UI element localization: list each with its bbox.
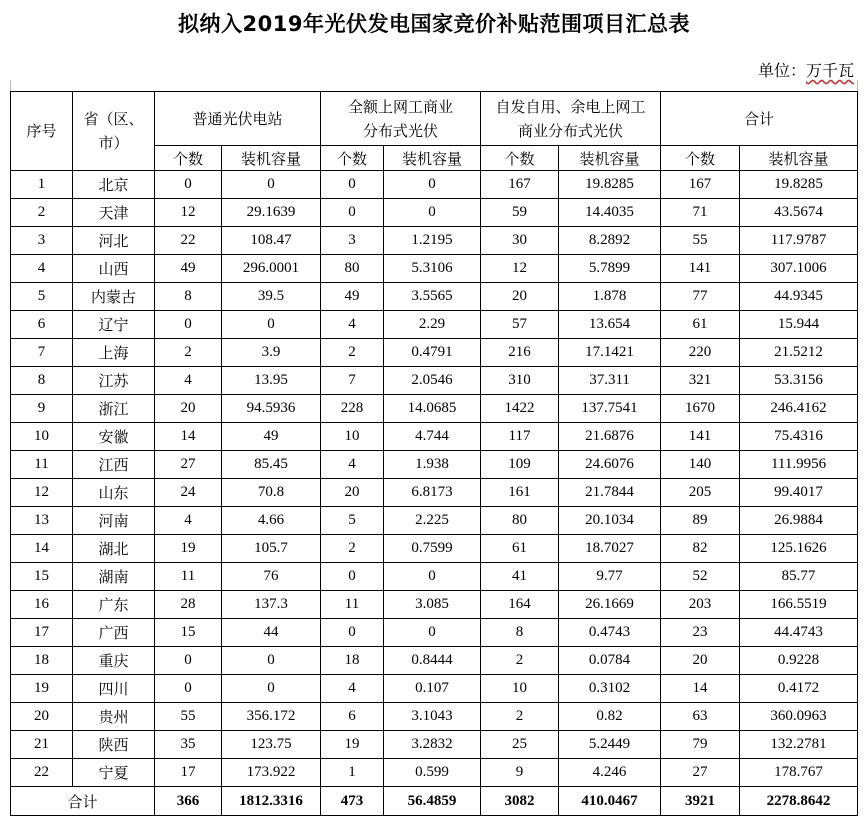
province-name-cell: 上海 — [73, 339, 155, 367]
ordinary-capacity-cell: 29.1639 — [222, 199, 321, 227]
selfuse-capacity-cell: 5.7899 — [559, 255, 661, 283]
unit-value: 万千瓦 — [805, 61, 854, 80]
total-count-cell: 203 — [661, 591, 740, 619]
row-index-cell: 13 — [11, 507, 73, 535]
selfuse-capacity-cell: 14.4035 — [559, 199, 661, 227]
ordinary-count-cell: 2 — [155, 339, 222, 367]
total-count-cell: 82 — [661, 535, 740, 563]
total-count-cell: 77 — [661, 283, 740, 311]
row-index-cell: 2 — [11, 199, 73, 227]
selfuse-capacity-cell: 37.311 — [559, 367, 661, 395]
selfuse-capacity-cell: 13.654 — [559, 311, 661, 339]
total-count-cell: 141 — [661, 255, 740, 283]
fullgrid-count-cell: 80 — [321, 255, 384, 283]
fullgrid-count-cell: 2 — [321, 535, 384, 563]
total-capacity-cell: 53.3156 — [740, 367, 858, 395]
table-row — [11, 171, 858, 199]
ordinary-capacity-cell: 123.75 — [222, 731, 321, 759]
fullgrid-capacity-cell: 2.0546 — [384, 367, 481, 395]
row-index-cell: 11 — [11, 451, 73, 479]
ordinary-capacity-cell: 108.47 — [222, 227, 321, 255]
ordinary-count-cell: 15 — [155, 619, 222, 647]
total-capacity-cell: 0.4172 — [740, 675, 858, 703]
province-name-cell: 贵州 — [73, 703, 155, 731]
selfuse-count-cell: 1422 — [481, 395, 559, 423]
ordinary-count-cell: 49 — [155, 255, 222, 283]
total-capacity-cell: 85.77 — [740, 563, 858, 591]
table-row — [11, 255, 858, 283]
total-cell: 473 — [321, 787, 384, 816]
selfuse-capacity-cell: 19.8285 — [559, 171, 661, 199]
selfuse-count-cell: 12 — [481, 255, 559, 283]
ordinary-capacity-cell: 3.9 — [222, 339, 321, 367]
fullgrid-capacity-cell: 14.0685 — [384, 395, 481, 423]
ordinary-count-cell: 14 — [155, 423, 222, 451]
selfuse-capacity-cell: 9.77 — [559, 563, 661, 591]
row-index-cell: 6 — [11, 311, 73, 339]
ordinary-capacity-cell: 356.172 — [222, 703, 321, 731]
total-capacity-cell: 44.9345 — [740, 283, 858, 311]
fullgrid-count-cell: 5 — [321, 507, 384, 535]
fullgrid-capacity-cell: 0.8444 — [384, 647, 481, 675]
total-count-cell: 63 — [661, 703, 740, 731]
fullgrid-capacity-cell: 3.085 — [384, 591, 481, 619]
total-cell: 2278.8642 — [740, 787, 858, 816]
ordinary-capacity-cell: 70.8 — [222, 479, 321, 507]
total-capacity-cell: 178.767 — [740, 759, 858, 787]
header-group-full-grid: 全额上网工商业分布式光伏 — [321, 92, 481, 146]
header-index: 序号 — [11, 92, 73, 171]
fullgrid-count-cell: 2 — [321, 339, 384, 367]
ordinary-count-cell: 12 — [155, 199, 222, 227]
row-index-cell: 10 — [11, 423, 73, 451]
ordinary-count-cell: 24 — [155, 479, 222, 507]
total-count-cell: 14 — [661, 675, 740, 703]
ordinary-capacity-cell: 105.7 — [222, 535, 321, 563]
total-count-cell: 20 — [661, 647, 740, 675]
ordinary-capacity-cell: 4.66 — [222, 507, 321, 535]
total-row — [11, 787, 858, 816]
total-count-cell: 141 — [661, 423, 740, 451]
row-index-cell: 20 — [11, 703, 73, 731]
row-index-cell: 16 — [11, 591, 73, 619]
province-name-cell: 广西 — [73, 619, 155, 647]
selfuse-count-cell: 167 — [481, 171, 559, 199]
total-count-cell: 52 — [661, 563, 740, 591]
table-row — [11, 759, 858, 787]
ordinary-capacity-cell: 296.0001 — [222, 255, 321, 283]
fullgrid-count-cell: 49 — [321, 283, 384, 311]
fullgrid-count-cell: 1 — [321, 759, 384, 787]
ordinary-capacity-cell: 44 — [222, 619, 321, 647]
selfuse-count-cell: 9 — [481, 759, 559, 787]
selfuse-capacity-cell: 0.82 — [559, 703, 661, 731]
ordinary-capacity-cell: 137.3 — [222, 591, 321, 619]
fullgrid-capacity-cell: 0 — [384, 619, 481, 647]
row-index-cell: 3 — [11, 227, 73, 255]
selfuse-capacity-cell: 17.1421 — [559, 339, 661, 367]
province-name-cell: 内蒙古 — [73, 283, 155, 311]
fullgrid-capacity-cell: 0 — [384, 171, 481, 199]
table-row — [11, 535, 858, 563]
total-capacity-cell: 111.9956 — [740, 451, 858, 479]
ordinary-capacity-cell: 0 — [222, 675, 321, 703]
table-row — [11, 507, 858, 535]
fullgrid-count-cell: 0 — [321, 563, 384, 591]
header-group-total: 合计 — [661, 92, 858, 146]
row-index-cell: 18 — [11, 647, 73, 675]
ordinary-count-cell: 0 — [155, 647, 222, 675]
table-row — [11, 675, 858, 703]
total-capacity-cell: 132.2781 — [740, 731, 858, 759]
total-capacity-cell: 75.4316 — [740, 423, 858, 451]
ordinary-capacity-cell: 173.922 — [222, 759, 321, 787]
province-name-cell: 河北 — [73, 227, 155, 255]
row-index-cell: 4 — [11, 255, 73, 283]
province-name-cell: 四川 — [73, 675, 155, 703]
selfuse-capacity-cell: 137.7541 — [559, 395, 661, 423]
total-capacity-cell: 307.1006 — [740, 255, 858, 283]
selfuse-capacity-cell: 8.2892 — [559, 227, 661, 255]
selfuse-count-cell: 57 — [481, 311, 559, 339]
table-row — [11, 563, 858, 591]
ordinary-capacity-cell: 0 — [222, 647, 321, 675]
header-capacity: 装机容量 — [559, 146, 661, 171]
total-count-cell: 167 — [661, 171, 740, 199]
fullgrid-capacity-cell: 3.5565 — [384, 283, 481, 311]
table-row — [11, 619, 858, 647]
fullgrid-count-cell: 0 — [321, 619, 384, 647]
province-name-cell: 重庆 — [73, 647, 155, 675]
table-row — [11, 591, 858, 619]
ordinary-count-cell: 19 — [155, 535, 222, 563]
total-cell: 3082 — [481, 787, 559, 816]
total-count-cell: 55 — [661, 227, 740, 255]
selfuse-capacity-cell: 26.1669 — [559, 591, 661, 619]
ordinary-capacity-cell: 0 — [222, 171, 321, 199]
selfuse-count-cell: 216 — [481, 339, 559, 367]
ordinary-count-cell: 0 — [155, 171, 222, 199]
ordinary-count-cell: 22 — [155, 227, 222, 255]
fullgrid-count-cell: 4 — [321, 311, 384, 339]
row-index-cell: 5 — [11, 283, 73, 311]
province-name-cell: 河南 — [73, 507, 155, 535]
selfuse-count-cell: 61 — [481, 535, 559, 563]
selfuse-count-cell: 8 — [481, 619, 559, 647]
province-name-cell: 浙江 — [73, 395, 155, 423]
ordinary-count-cell: 20 — [155, 395, 222, 423]
table-row — [11, 227, 858, 255]
province-name-cell: 广东 — [73, 591, 155, 619]
total-count-cell: 61 — [661, 311, 740, 339]
row-index-cell: 14 — [11, 535, 73, 563]
ordinary-count-cell: 27 — [155, 451, 222, 479]
table-row — [11, 731, 858, 759]
header-capacity: 装机容量 — [384, 146, 481, 171]
fullgrid-count-cell: 0 — [321, 171, 384, 199]
fullgrid-capacity-cell: 4.744 — [384, 423, 481, 451]
total-capacity-cell: 125.1626 — [740, 535, 858, 563]
total-count-cell: 1670 — [661, 395, 740, 423]
fullgrid-count-cell: 18 — [321, 647, 384, 675]
row-index-cell: 8 — [11, 367, 73, 395]
table-row — [11, 423, 858, 451]
fullgrid-capacity-cell: 3.2832 — [384, 731, 481, 759]
selfuse-capacity-cell: 24.6076 — [559, 451, 661, 479]
total-capacity-cell: 99.4017 — [740, 479, 858, 507]
total-capacity-cell: 246.4162 — [740, 395, 858, 423]
table-row — [11, 339, 858, 367]
header-count: 个数 — [481, 146, 559, 171]
ordinary-count-cell: 28 — [155, 591, 222, 619]
total-capacity-cell: 166.5519 — [740, 591, 858, 619]
fullgrid-capacity-cell: 0.107 — [384, 675, 481, 703]
fullgrid-count-cell: 228 — [321, 395, 384, 423]
fullgrid-capacity-cell: 0.4791 — [384, 339, 481, 367]
total-capacity-cell: 44.4743 — [740, 619, 858, 647]
header-group-self-use: 自发自用、余电上网工商业分布式光伏 — [481, 92, 661, 146]
fullgrid-count-cell: 7 — [321, 367, 384, 395]
table-row — [11, 311, 858, 339]
ordinary-capacity-cell: 94.5936 — [222, 395, 321, 423]
total-capacity-cell: 0.9228 — [740, 647, 858, 675]
ordinary-capacity-cell: 49 — [222, 423, 321, 451]
fullgrid-count-cell: 0 — [321, 199, 384, 227]
province-name-cell: 辽宁 — [73, 311, 155, 339]
table-row — [11, 703, 858, 731]
total-capacity-cell: 117.9787 — [740, 227, 858, 255]
fullgrid-capacity-cell: 0 — [384, 199, 481, 227]
total-count-cell: 89 — [661, 507, 740, 535]
row-index-cell: 15 — [11, 563, 73, 591]
fullgrid-capacity-cell: 6.8173 — [384, 479, 481, 507]
row-index-cell: 1 — [11, 171, 73, 199]
fullgrid-capacity-cell: 1.2195 — [384, 227, 481, 255]
header-count: 个数 — [155, 146, 222, 171]
total-count-cell: 71 — [661, 199, 740, 227]
ordinary-count-cell: 4 — [155, 367, 222, 395]
fullgrid-capacity-cell: 2.29 — [384, 311, 481, 339]
summary-table — [10, 91, 858, 816]
province-name-cell: 湖南 — [73, 563, 155, 591]
fullgrid-count-cell: 4 — [321, 675, 384, 703]
selfuse-count-cell: 109 — [481, 451, 559, 479]
total-count-cell: 205 — [661, 479, 740, 507]
total-capacity-cell: 26.9884 — [740, 507, 858, 535]
fullgrid-count-cell: 3 — [321, 227, 384, 255]
row-index-cell: 19 — [11, 675, 73, 703]
ordinary-count-cell: 8 — [155, 283, 222, 311]
row-index-cell: 17 — [11, 619, 73, 647]
total-count-cell: 140 — [661, 451, 740, 479]
ordinary-capacity-cell: 13.95 — [222, 367, 321, 395]
fullgrid-count-cell: 4 — [321, 451, 384, 479]
selfuse-capacity-cell: 1.878 — [559, 283, 661, 311]
header-group-ordinary: 普通光伏电站 — [155, 92, 321, 146]
header-province: 省（区、市） — [73, 92, 155, 171]
fullgrid-capacity-cell: 0.599 — [384, 759, 481, 787]
ordinary-count-cell: 0 — [155, 311, 222, 339]
province-name-cell: 宁夏 — [73, 759, 155, 787]
total-cell: 410.0467 — [559, 787, 661, 816]
header-capacity: 装机容量 — [222, 146, 321, 171]
total-label: 合计 — [11, 787, 155, 816]
ordinary-capacity-cell: 85.45 — [222, 451, 321, 479]
ordinary-count-cell: 4 — [155, 507, 222, 535]
ordinary-capacity-cell: 76 — [222, 563, 321, 591]
fullgrid-capacity-cell: 0.7599 — [384, 535, 481, 563]
selfuse-capacity-cell: 20.1034 — [559, 507, 661, 535]
header-count: 个数 — [661, 146, 740, 171]
selfuse-count-cell: 310 — [481, 367, 559, 395]
fullgrid-count-cell: 20 — [321, 479, 384, 507]
selfuse-capacity-cell: 0.0784 — [559, 647, 661, 675]
selfuse-count-cell: 30 — [481, 227, 559, 255]
selfuse-capacity-cell: 5.2449 — [559, 731, 661, 759]
fullgrid-count-cell: 10 — [321, 423, 384, 451]
fullgrid-capacity-cell: 2.225 — [384, 507, 481, 535]
unit-prefix: 单位： — [757, 61, 806, 80]
ordinary-count-cell: 17 — [155, 759, 222, 787]
total-count-cell: 321 — [661, 367, 740, 395]
total-capacity-cell: 43.5674 — [740, 199, 858, 227]
row-index-cell: 12 — [11, 479, 73, 507]
selfuse-capacity-cell: 4.246 — [559, 759, 661, 787]
fullgrid-count-cell: 6 — [321, 703, 384, 731]
province-name-cell: 山西 — [73, 255, 155, 283]
table-row — [11, 451, 858, 479]
row-index-cell: 22 — [11, 759, 73, 787]
ordinary-count-cell: 55 — [155, 703, 222, 731]
province-name-cell: 北京 — [73, 171, 155, 199]
table-row — [11, 395, 858, 423]
selfuse-count-cell: 25 — [481, 731, 559, 759]
total-capacity-cell: 15.944 — [740, 311, 858, 339]
table-body — [11, 171, 858, 787]
selfuse-capacity-cell: 21.6876 — [559, 423, 661, 451]
selfuse-capacity-cell: 21.7844 — [559, 479, 661, 507]
table-row — [11, 647, 858, 675]
table-row — [11, 479, 858, 507]
header-capacity: 装机容量 — [740, 146, 858, 171]
province-name-cell: 安徽 — [73, 423, 155, 451]
selfuse-count-cell: 117 — [481, 423, 559, 451]
selfuse-capacity-cell: 0.4743 — [559, 619, 661, 647]
fullgrid-count-cell: 11 — [321, 591, 384, 619]
table-row — [11, 367, 858, 395]
row-index-cell: 21 — [11, 731, 73, 759]
province-name-cell: 江苏 — [73, 367, 155, 395]
selfuse-count-cell: 80 — [481, 507, 559, 535]
unit-label — [758, 58, 854, 81]
selfuse-count-cell: 2 — [481, 647, 559, 675]
selfuse-count-cell: 59 — [481, 199, 559, 227]
total-capacity-cell: 21.5212 — [740, 339, 858, 367]
total-cell: 1812.3316 — [222, 787, 321, 816]
fullgrid-capacity-cell: 3.1043 — [384, 703, 481, 731]
total-capacity-cell: 19.8285 — [740, 171, 858, 199]
selfuse-count-cell: 10 — [481, 675, 559, 703]
page-title: 拟纳入2019年光伏发电国家竞价补贴范围项目汇总表 — [178, 12, 690, 36]
selfuse-capacity-cell: 18.7027 — [559, 535, 661, 563]
total-cell: 366 — [155, 787, 222, 816]
total-count-cell: 79 — [661, 731, 740, 759]
ordinary-count-cell: 35 — [155, 731, 222, 759]
ordinary-count-cell: 11 — [155, 563, 222, 591]
fullgrid-count-cell: 19 — [321, 731, 384, 759]
fullgrid-capacity-cell: 5.3106 — [384, 255, 481, 283]
table-row — [11, 199, 858, 227]
province-name-cell: 江西 — [73, 451, 155, 479]
total-count-cell: 220 — [661, 339, 740, 367]
province-name-cell: 天津 — [73, 199, 155, 227]
header-count: 个数 — [321, 146, 384, 171]
total-count-cell: 27 — [661, 759, 740, 787]
selfuse-count-cell: 2 — [481, 703, 559, 731]
table-row — [11, 283, 858, 311]
row-index-cell: 7 — [11, 339, 73, 367]
selfuse-capacity-cell: 0.3102 — [559, 675, 661, 703]
province-name-cell: 湖北 — [73, 535, 155, 563]
total-count-cell: 23 — [661, 619, 740, 647]
province-name-cell: 山东 — [73, 479, 155, 507]
fullgrid-capacity-cell: 0 — [384, 563, 481, 591]
total-capacity-cell: 360.0963 — [740, 703, 858, 731]
selfuse-count-cell: 20 — [481, 283, 559, 311]
selfuse-count-cell: 161 — [481, 479, 559, 507]
fullgrid-capacity-cell: 1.938 — [384, 451, 481, 479]
ordinary-capacity-cell: 39.5 — [222, 283, 321, 311]
ordinary-capacity-cell: 0 — [222, 311, 321, 339]
selfuse-count-cell: 41 — [481, 563, 559, 591]
ordinary-count-cell: 0 — [155, 675, 222, 703]
province-name-cell: 陕西 — [73, 731, 155, 759]
row-index-cell: 9 — [11, 395, 73, 423]
total-cell: 3921 — [661, 787, 740, 816]
total-cell: 56.4859 — [384, 787, 481, 816]
selfuse-count-cell: 164 — [481, 591, 559, 619]
